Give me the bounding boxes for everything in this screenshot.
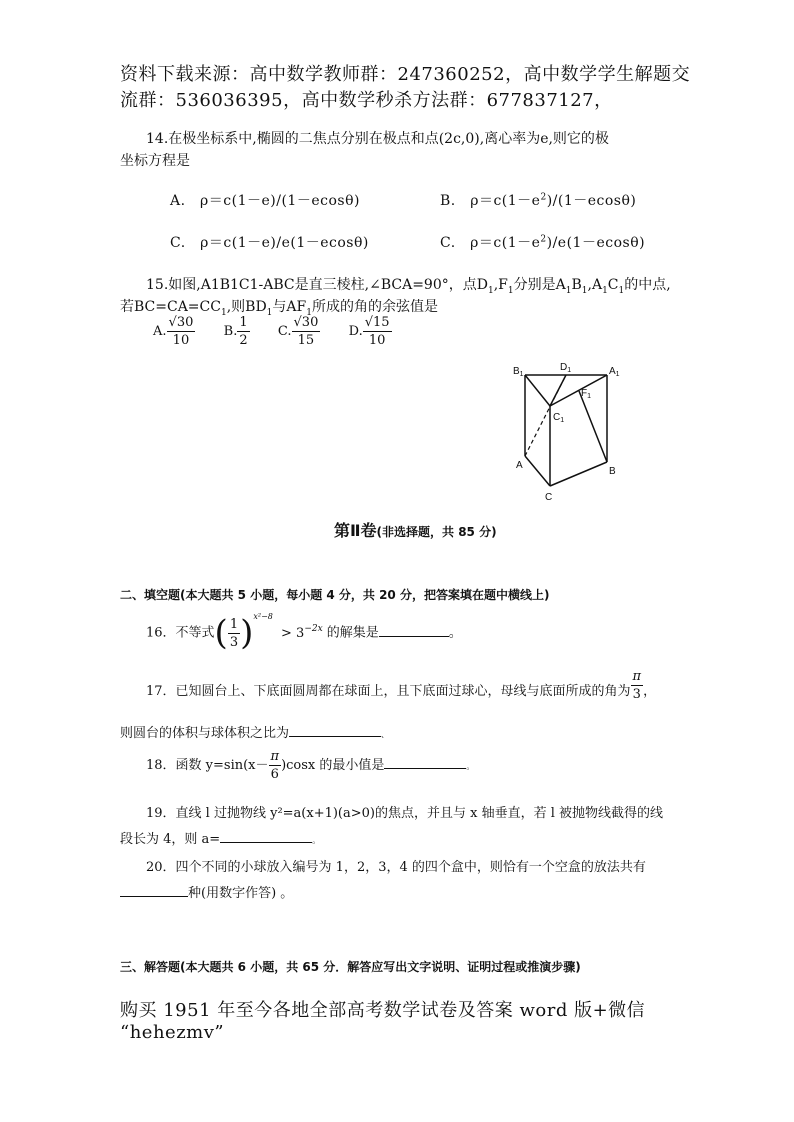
q16: 16．不等式( $\frac{1}{3}$ )$^{x^2-8} > 3^{-2x}$ 的解集是 。 (146, 612, 462, 653)
q15-option-b: B. $\frac{1}{2}$ (223, 315, 248, 348)
q14-option-d: C. $\rho=c(1-e^2)/e(1-ecos\theta)$ (440, 234, 646, 251)
section-2-heading: 二、填空题(本大题共 5 小题，每小题 4 分，共 20 分，把答案填在题中横线上) (120, 588, 550, 602)
q18-answer-blank[interactable] (384, 768, 466, 769)
header-line-2: 流群：536036395，高中数学秒杀方法群：677837127， (120, 90, 613, 111)
q17-line-2: 则圆台的体积与球体积之比为 、 (120, 726, 390, 741)
q19-line-2: 段长为 4，则 a= 。 (120, 832, 321, 847)
label-d1: $D_1$ (560, 362, 572, 374)
label-b1: $B_1$ (513, 366, 524, 378)
segment-f1-b (579, 391, 607, 462)
edge-a-c (525, 456, 550, 486)
label-a: A (516, 460, 523, 471)
q15-option-d: D. $\frac{√15}{10}$ (348, 315, 390, 348)
edge-b1-c1 (525, 375, 550, 406)
q17-line-1: 17．已知圆台上、下底面圆周都在球面上，且下底面过球心，母线与底面所成的角为 $\frac{\pi}{3}$ ， (146, 669, 657, 702)
q17-answer-blank[interactable] (289, 736, 381, 737)
q19-line-1: 19．直线 l 过抛物线 y²=a(x+1)(a>0)的焦点，并且与 x 轴垂直，若 l 被抛物线截得的线 (146, 806, 664, 821)
label-c1: $C_1$ (553, 412, 565, 424)
q15-options (153, 316, 392, 347)
header-line-1: 资料下载来源：高中数学教师群：247360252，高中数学学生解题交 (120, 64, 691, 85)
q14-stem-line-1: 14.在极坐标系中,椭圆的二焦点分别在极点和点(2c,0),离心率为e,则它的极 (146, 131, 609, 147)
label-a1: $A_1$ (609, 366, 620, 378)
section-3-heading: 三、解答题(本大题共 6 小题，共 65 分．解答应写出文字说明、证明过程或推演步骤) (120, 960, 581, 974)
edge-c-b (550, 462, 607, 486)
q20-line-2: 种(用数字作答) 。 (120, 882, 293, 901)
q14-option-a: A. ρ＝c(1－e)/(1－ecosθ) (170, 193, 360, 209)
footer-line-1: 购买 1951 年至今各地全部高考数学试卷及答案 word 版+微信 (120, 1000, 646, 1021)
q15-stem-line-1: 15.如图,A1B1C1-ABC是直三棱柱,∠BCA=90°，点$D_1,F_1$分别是$A_1B_1,A_1C_1$的中点, (146, 277, 671, 296)
q20-answer-blank[interactable] (120, 896, 188, 897)
q15-option-a: A. $\frac{√30}{10}$ (153, 315, 194, 348)
label-c: C (545, 492, 553, 503)
q15-option-c: C. $\frac{√30}{15}$ (277, 315, 319, 348)
q20-line-1: 20．四个不同的小球放入编号为 1，2，3，4 的四个盒中，则恰有一个空盒的放法共有 (146, 860, 646, 875)
q18: 18．函数 y=sin(x－ $\frac{\pi}{6}$ )cosx 的最小值是 。 (146, 749, 475, 782)
prism-figure (505, 358, 635, 508)
q19-answer-blank[interactable] (220, 842, 312, 843)
label-f1: $F_1$ (581, 388, 592, 400)
q14-stem-line-2: 坐标方程是 (120, 153, 190, 169)
q15-stem-line-2: 若$BC=CA=CC_1$,则$BD_1$与$AF_1$所成的角的余弦值是 (120, 299, 438, 318)
q16-answer-blank[interactable] (379, 636, 449, 637)
footer-line-2: “hehezmv” (120, 1022, 225, 1043)
q14-option-b: B. $\rho=c(1-e^2)/(1-ecos\theta)$ (440, 192, 637, 209)
label-b: B (609, 466, 616, 477)
q14-option-c: C. ρ＝c(1－e)/e(1－ecosθ) (170, 235, 369, 251)
part-2-title: 第Ⅱ卷(非选择题，共 85 分) (334, 521, 497, 540)
